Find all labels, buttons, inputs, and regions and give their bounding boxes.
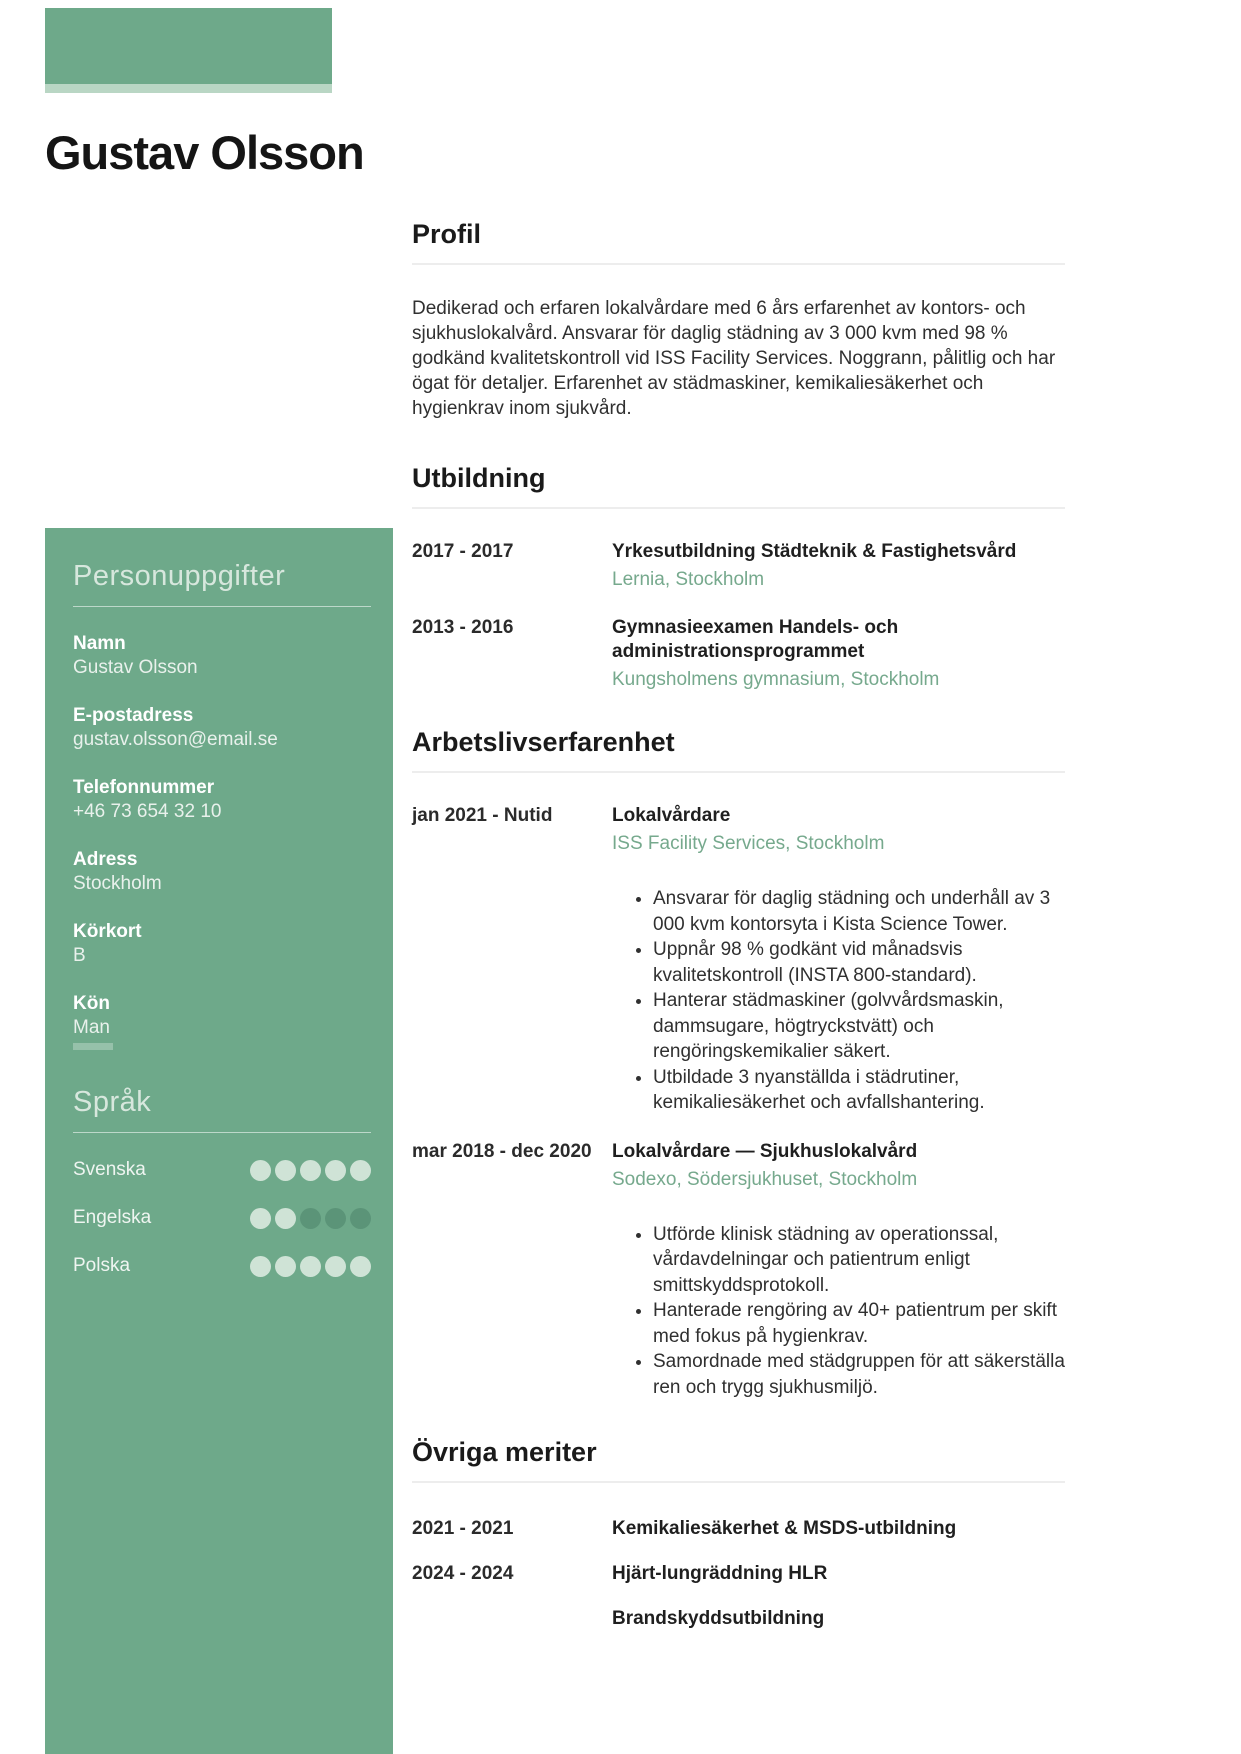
field-value: B — [73, 945, 86, 966]
language-level-dots — [246, 1256, 371, 1277]
experience-entry — [412, 804, 1065, 1116]
field-drivers-license — [73, 920, 371, 968]
experience-entry — [412, 1140, 1065, 1401]
section-divider — [412, 1481, 1065, 1483]
education-entry — [412, 540, 1065, 592]
header-accent-bar — [45, 8, 332, 84]
level-dot — [350, 1160, 371, 1181]
level-dot — [325, 1160, 346, 1181]
job-bullet-list — [612, 886, 1065, 1116]
level-dot — [250, 1256, 271, 1277]
school-name: Lernia, Stockholm — [612, 569, 765, 590]
entry-period: 2017 - 2017 — [412, 541, 514, 562]
section-experience — [412, 726, 1065, 1400]
entry-period: 2024 - 2024 — [412, 1563, 514, 1584]
school-name: Kungsholmens gymnasium, Stockholm — [612, 669, 940, 690]
level-dot — [275, 1160, 296, 1181]
section-heading: Profil — [412, 219, 482, 249]
field-gender — [73, 992, 371, 1050]
field-label: Kön — [73, 993, 110, 1014]
level-dot — [250, 1208, 271, 1229]
job-bullet: • Hanterar städmaskiner (golvvårdsmaskin, dammsugare, högtryckstvätt) och rengöringskemikalier säkert. — [653, 988, 1065, 1065]
field-name — [73, 632, 371, 680]
section-divider — [412, 771, 1065, 773]
sidebar-divider — [73, 606, 371, 607]
level-dot — [325, 1256, 346, 1277]
personal-details-heading: Personuppgifter — [73, 560, 286, 592]
languages-heading: Språk — [73, 1086, 152, 1118]
field-value: Stockholm — [73, 873, 162, 894]
job-bullet: • Utförde klinisk städning av operationssal, vårdavdelningar och patientrum enligt smittskyddsprotokoll. — [653, 1222, 1065, 1299]
header-accent-strip — [45, 84, 332, 93]
entry-period: mar 2018 - dec 2020 — [412, 1140, 592, 1162]
language-label: Polska — [73, 1255, 131, 1276]
sidebar-divider — [73, 1132, 371, 1133]
section-profile — [412, 218, 1065, 440]
merit-entry — [412, 1517, 1065, 1541]
level-dot — [300, 1160, 321, 1181]
field-address — [73, 848, 371, 896]
degree-title: Gymnasieexamen Handels- och administrationsprogrammet — [612, 617, 899, 662]
language-row-svenska — [73, 1158, 371, 1182]
field-phone — [73, 776, 371, 824]
decorative-strip — [73, 1043, 113, 1050]
job-bullet: • Utbildade 3 nyanställda i städrutiner, kemikaliesäkerhet och avfallshantering. — [653, 1065, 1065, 1116]
education-entry — [412, 616, 1065, 692]
employer-name: ISS Facility Services, Stockholm — [612, 833, 885, 854]
job-bullet: • Samordnade med städgruppen för att säkerställa ren och trygg sjukhusmiljö. — [653, 1349, 1065, 1400]
job-bullet: • Uppnår 98 % godkänt vid månadsvis kvalitetskontroll (INSTA 800-standard). — [653, 937, 1065, 988]
language-level-dots — [246, 1160, 371, 1181]
merit-entry — [412, 1562, 1065, 1586]
field-value: +46 73 654 32 10 — [73, 801, 222, 822]
entry-detail — [612, 1140, 1065, 1401]
language-label: Engelska — [73, 1207, 152, 1228]
merit-title: Kemikaliesäkerhet & MSDS-utbildning — [612, 1518, 957, 1539]
level-dot — [250, 1160, 271, 1181]
level-dot — [350, 1208, 371, 1229]
merit-title: Brandskyddsutbildning — [612, 1608, 825, 1629]
field-label: Adress — [73, 849, 138, 870]
entry-detail — [612, 616, 1065, 692]
entry-period: 2021 - 2021 — [412, 1518, 514, 1539]
employer-name: Sodexo, Södersjukhuset, Stockholm — [612, 1168, 918, 1190]
entry-detail — [612, 804, 1065, 1116]
field-value: gustav.olsson@email.se — [73, 729, 278, 750]
job-title: Lokalvårdare — Sjukhuslokalvård — [612, 1140, 918, 1162]
entry-detail — [612, 540, 1065, 592]
field-value: Gustav Olsson — [73, 657, 198, 678]
field-email — [73, 704, 371, 752]
job-bullet-list — [612, 1222, 1065, 1401]
level-dot — [275, 1208, 296, 1229]
field-value: Man — [73, 1017, 110, 1038]
section-heading: Utbildning — [412, 463, 546, 493]
page-title: Gustav Olsson — [45, 126, 364, 180]
profile-text: Dedikerad och erfaren lokalvårdare med 6 års erfarenhet av kontors- och sjukhuslokalvård. Ansvarar för daglig städning av 3 000 kvm med 98 % godkänd kvalitetskontroll vid ISS Facility Services. Noggrann, pålitlig och har ögat för detaljer. Erfarenhet av städmaskiner, kemikaliesäkerhet och hygienkrav inom sjukvård. — [412, 298, 1056, 419]
section-divider — [412, 507, 1065, 509]
degree-title: Yrkesutbildning Städteknik & Fastighetsvård — [612, 541, 1017, 562]
field-label: Namn — [73, 633, 126, 654]
level-dot — [300, 1208, 321, 1229]
field-label: Körkort — [73, 921, 142, 942]
level-dot — [350, 1256, 371, 1277]
job-bullet: • Ansvarar för daglig städning och underhåll av 3 000 kvm kontorsyta i Kista Science Tower. — [653, 886, 1065, 937]
level-dot — [275, 1256, 296, 1277]
section-education — [412, 462, 1065, 692]
level-dot — [300, 1256, 321, 1277]
entry-period — [412, 1607, 612, 1631]
level-dot — [325, 1208, 346, 1229]
field-label: Telefonnummer — [73, 777, 215, 798]
merit-entry — [412, 1607, 1065, 1631]
merit-title: Hjärt-lungräddning HLR — [612, 1563, 828, 1584]
language-row-polska — [73, 1254, 371, 1278]
languages-section — [73, 1086, 371, 1278]
entry-period: 2013 - 2016 — [412, 617, 514, 638]
language-label: Svenska — [73, 1159, 146, 1180]
section-heading: Arbetslivserfarenhet — [412, 727, 675, 757]
language-row-engelska — [73, 1206, 371, 1230]
sidebar — [45, 528, 393, 1754]
job-title: Lokalvårdare — [612, 805, 731, 826]
job-bullet: • Hanterade rengöring av 40+ patientrum per skift med fokus på hygienkrav. — [653, 1298, 1065, 1349]
language-level-dots — [246, 1208, 371, 1229]
entry-period: jan 2021 - Nutid — [412, 805, 553, 826]
section-divider — [412, 263, 1065, 265]
field-label: E-postadress — [73, 705, 194, 726]
section-heading: Övriga meriter — [412, 1437, 597, 1467]
section-other-merits — [412, 1436, 1065, 1631]
